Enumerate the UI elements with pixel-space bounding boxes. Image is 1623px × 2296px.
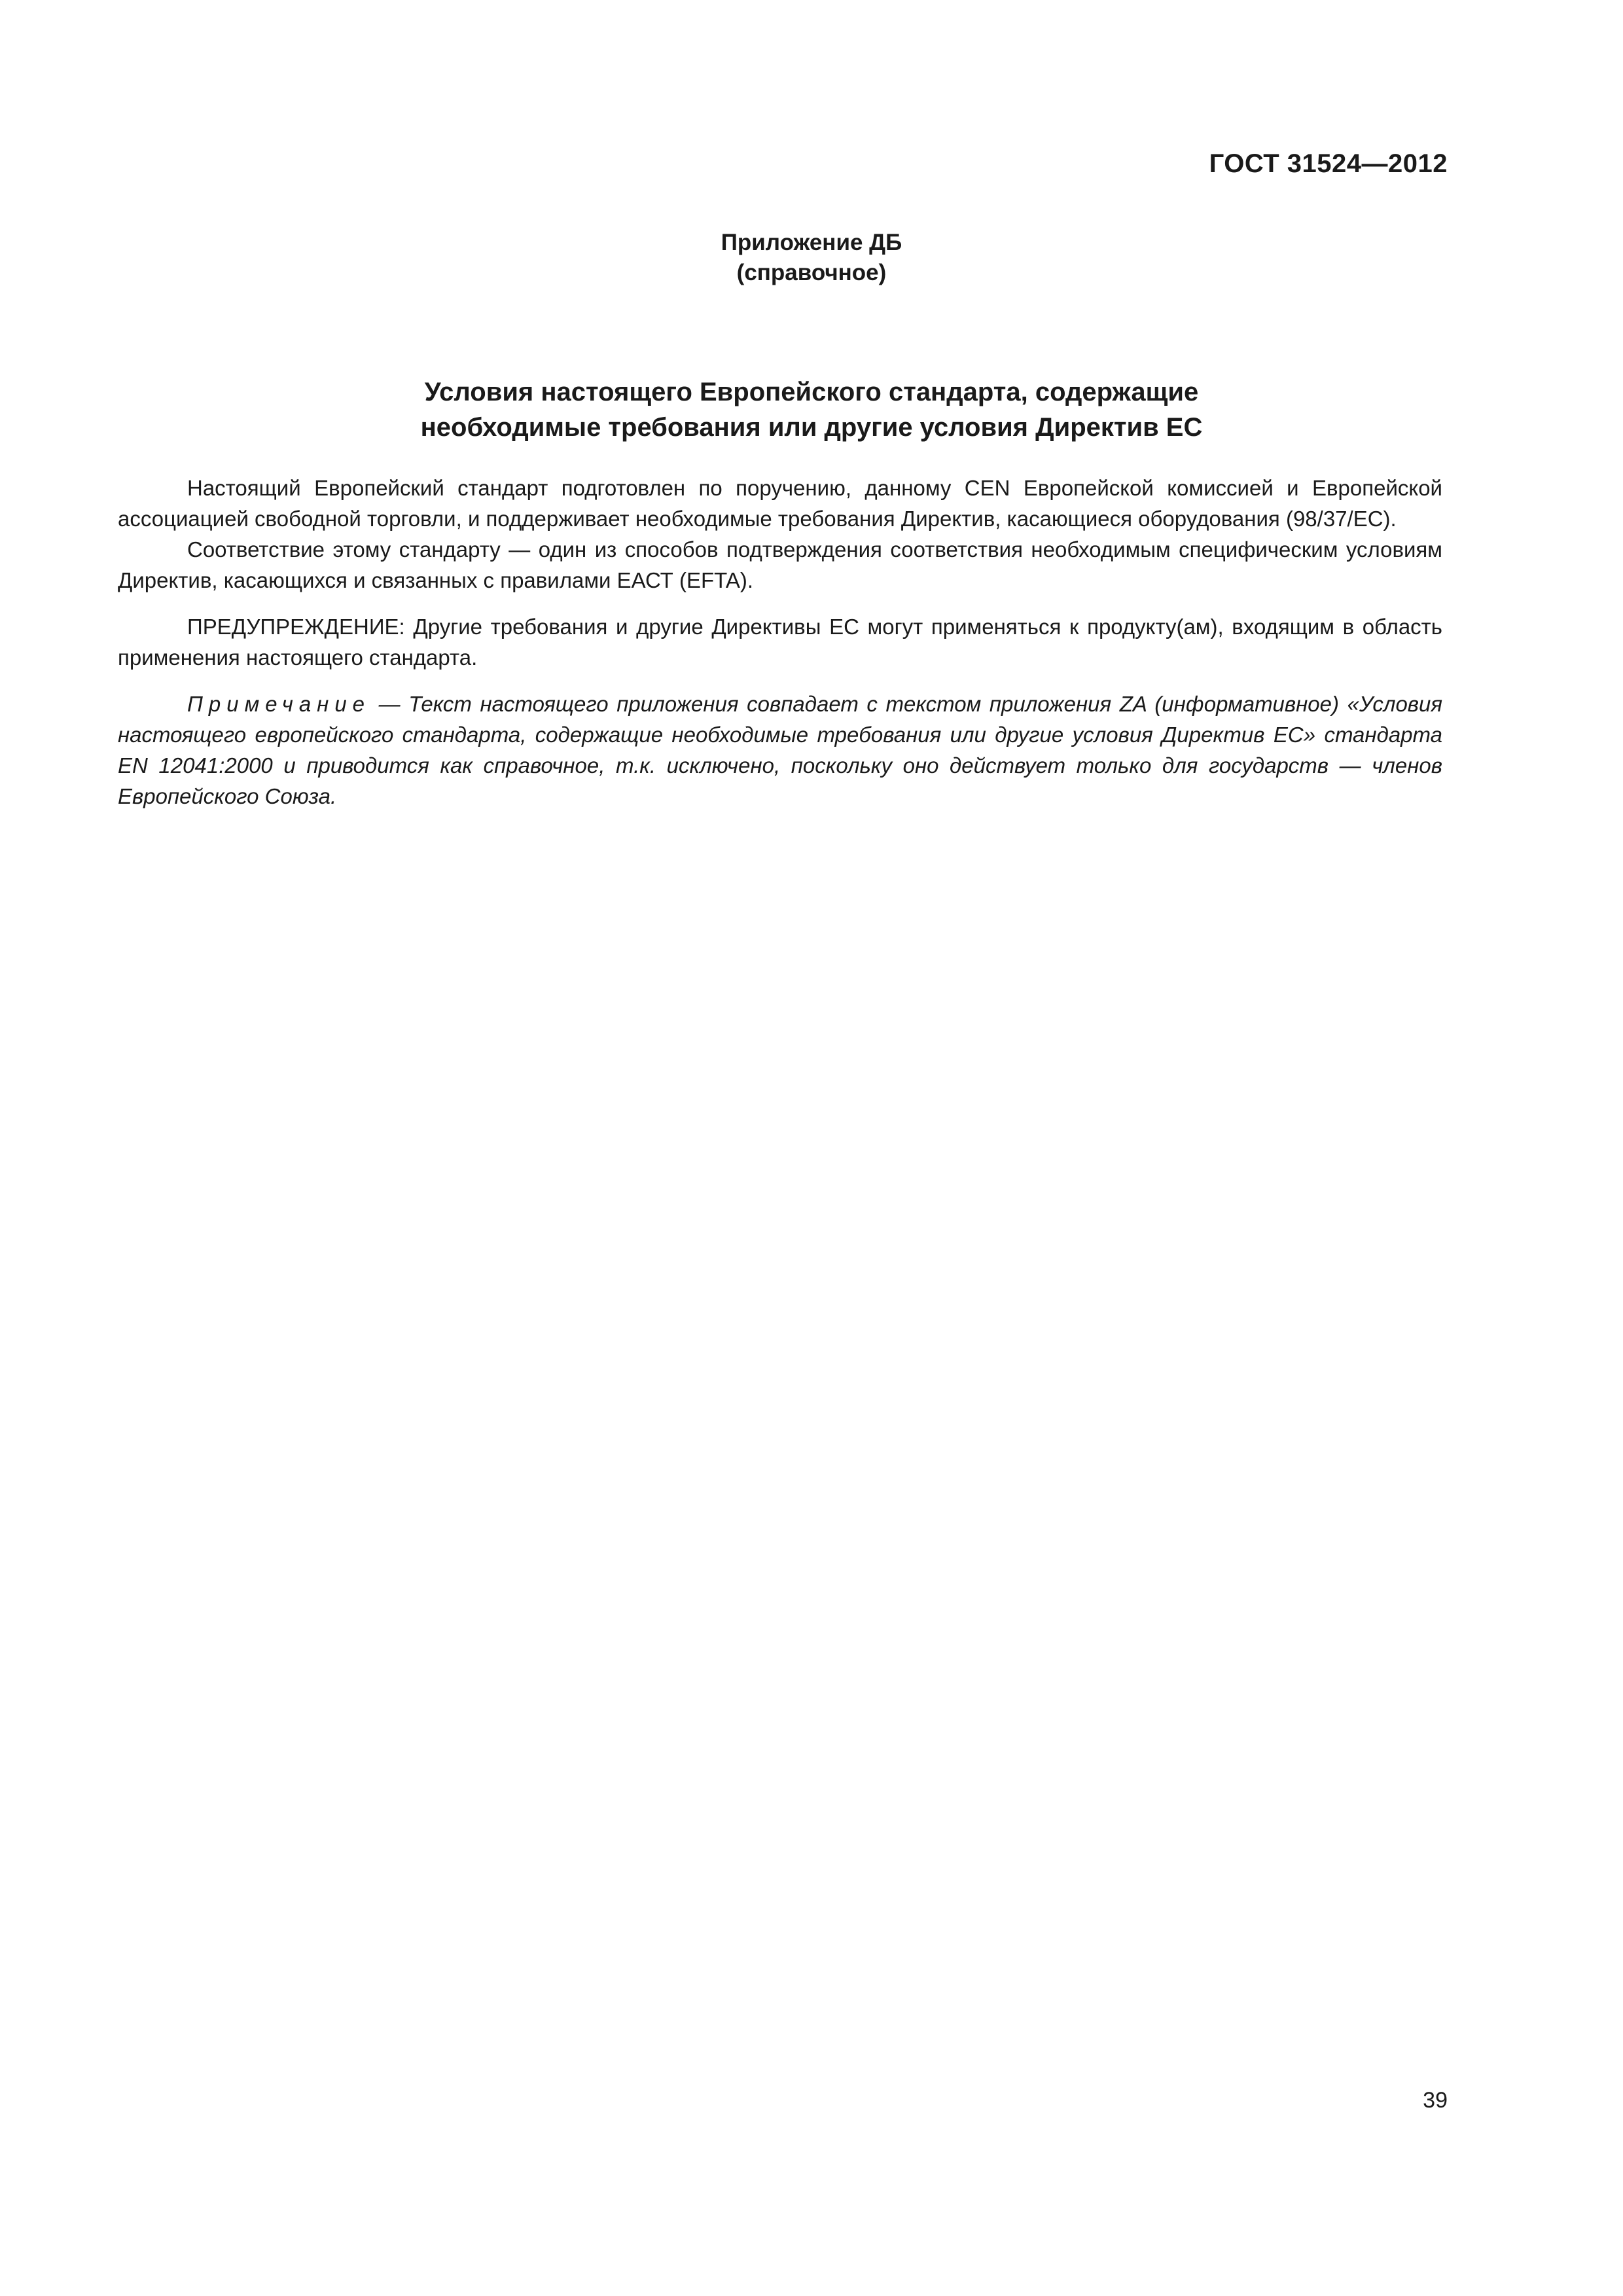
paragraph-warning: ПРЕДУПРЕЖДЕНИЕ: Другие требования и другие Директивы ЕС могут применяться к продукту(ам), входящим в область применения настоящего стандарта. bbox=[118, 615, 1442, 670]
page-number: 39 bbox=[1423, 2088, 1448, 2113]
document-code: ГОСТ 31524—2012 bbox=[1209, 149, 1448, 178]
annex-header bbox=[0, 228, 1623, 288]
note-text: — Текст настоящего приложения совпадает с текстом приложения ZA (информативное) «Условия настоящего европейского стандарта, содержащие необходимые требования или другие условия Директив ЕС» стандарта EN 12041:2000 и приводится как справочное, т.к. исключено, поскольку оно действует только для государств — членов Европейского Союза. bbox=[118, 692, 1442, 808]
note-label: Примечание bbox=[187, 692, 371, 716]
annex-status: (справочное) bbox=[736, 260, 887, 285]
annex-title-line-2: необходимые требования или другие условия Директив ЕС bbox=[420, 413, 1203, 442]
annex-title bbox=[0, 374, 1623, 445]
paragraph-conformity: Соответствие этому стандарту — один из способов подтверждения соответствия необходимым специфическим условиям Директив, касающихся и связанных с правилами ЕАСТ (EFTA). bbox=[118, 537, 1442, 592]
paragraph-mandate: Настоящий Европейский стандарт подготовлен по поручению, данному CEN Европейской комиссией и Европейской ассоциацией свободной торговли, и поддерживает необходимые требования Директив, касающиеся оборудования (98/37/ЕС). bbox=[118, 476, 1442, 531]
body-text bbox=[118, 473, 1442, 812]
annex-title-line-1: Условия настоящего Европейского стандарта, содержащие bbox=[424, 378, 1199, 406]
note bbox=[118, 689, 1442, 812]
annex-label: Приложение ДБ bbox=[721, 230, 902, 255]
